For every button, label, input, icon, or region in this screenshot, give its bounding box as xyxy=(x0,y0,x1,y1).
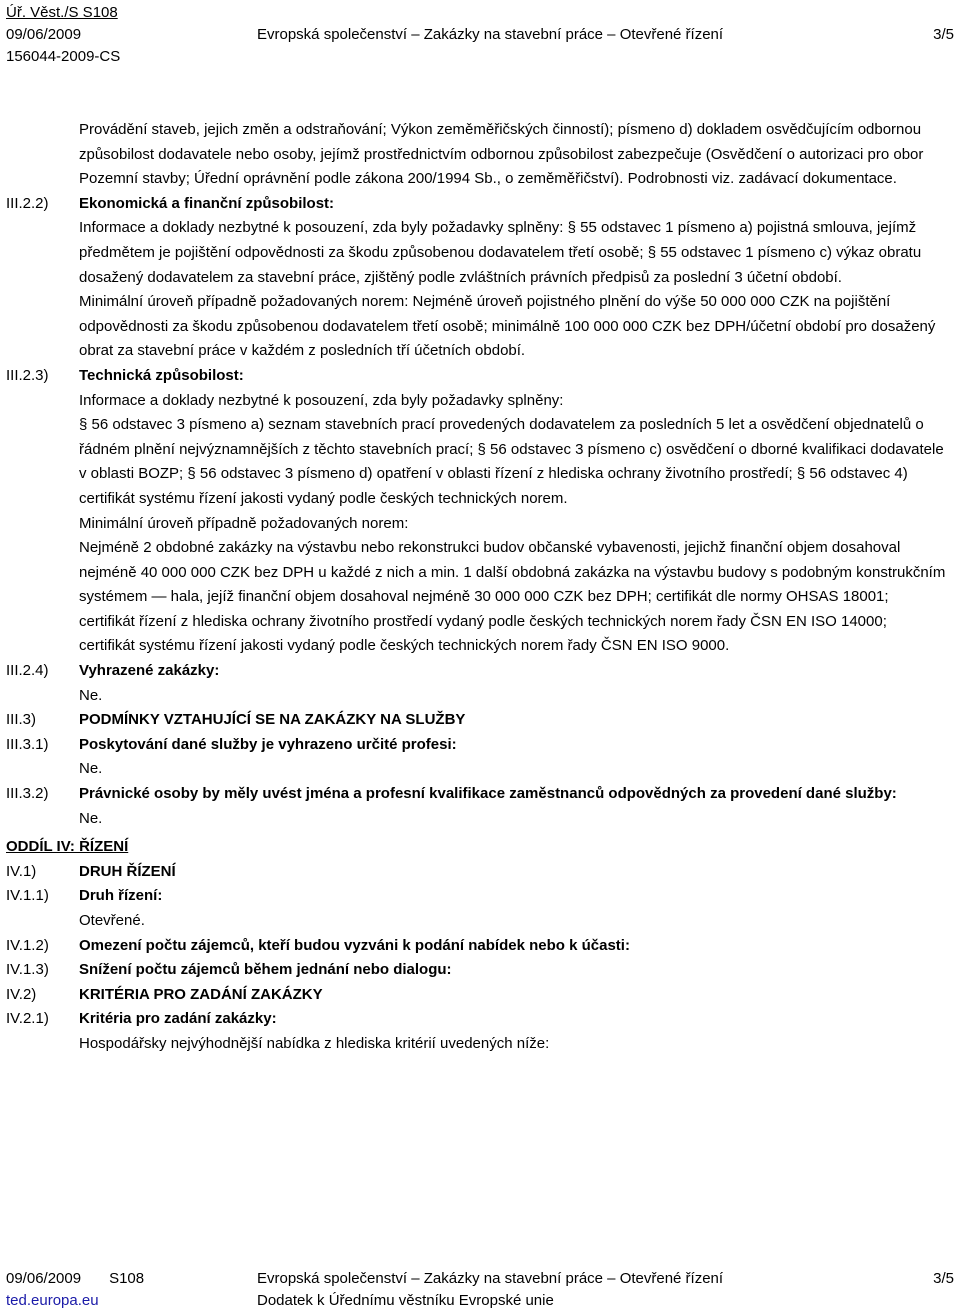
section-iv-1-2 xyxy=(6,934,946,959)
section-title: Technická způsobilost: xyxy=(79,366,244,384)
footer-date: 09/06/2009 xyxy=(6,1270,82,1287)
page-header xyxy=(6,2,954,68)
footer-title: Evropská společenství – Zakázky na stavební práce – Otevřené řízení xyxy=(257,1270,724,1287)
section-value: Ne. xyxy=(79,760,103,778)
section-number: III.2.3) xyxy=(6,366,49,384)
page-footer xyxy=(6,1268,954,1312)
section-number: IV.1.3) xyxy=(6,961,49,979)
section-value: Hospodářsky nejvýhodnější nabídka z hlediska kritérií uvedených níže: xyxy=(79,1034,550,1052)
section-text: Minimální úroveň případně požadovaných norem: Nejméně úroveň pojistného plnění do výše 50 000 000 CZK na pojištění odpovědnosti za škodu způsobenou dodavatelem třetí osobě; minimálně 100 000 000 CZK bez DPH/účetní období pro dosažený obrat za stavební práce v každém z posledních tří účetních období. xyxy=(79,293,936,360)
section-number: IV.1.2) xyxy=(6,936,49,954)
section-title: Právnické osoby by měly uvést jména a profesní kvalifikace zaměstnanců odpovědných za provedení dané služby: xyxy=(79,785,897,803)
section-text: Nejméně 2 obdobné zakázky na výstavbu nebo rekonstrukci budov občanské vybavenosti, jejichž finanční objem dosahoval nejméně 40 000 000 CZK bez DPH u každé z nich a min. 1 další obdobná zakázka na výstavbu budovy s podobným konstrukčním systémem — hala, jejíž finanční objem dosahoval nejméně 30 000 000 CZK bez DPH; certifikát dle normy OHSAS 18001; certifikát řízení z hlediska ochrany životního prostředí vydaný podle českých technických norem řady ČSN EN ISO 14000; certifikát systému řízení jakosti vydaný podle českých technických norem řady ČSN EN ISO 9000. xyxy=(79,539,946,655)
notice-body xyxy=(6,118,946,1057)
section-iv-1-1 xyxy=(6,884,946,933)
doc-ref: Úř. Věst./S S108 xyxy=(6,4,118,21)
section-text: Minimální úroveň případně požadovaných norem: xyxy=(79,514,409,532)
section-title: Ekonomická a finanční způsobilost: xyxy=(79,194,335,212)
section-title: Druh řízení: xyxy=(79,887,163,905)
section-iv-2 xyxy=(6,983,946,1008)
section-number: IV.1.1) xyxy=(6,887,49,905)
section-text: Informace a doklady nezbytné k posouzení, zda byly požadavky splněny: § 55 odstavec 1 písmeno a) pojistná smlouva, jejímž předmětem je pojištění odpovědnosti za škodu způsobenou dodavatelem třetí osobě; § 55 odstavec 1 písmeno c) výkaz obratu dosažený dodavatelem za stavební práce, zjištěný podle zvláštních právních předpisů za poslední 3 účetní období. xyxy=(79,219,922,286)
section-title: Snížení počtu zájemců během jednání nebo dialogu: xyxy=(79,961,452,979)
section-title: Vyhrazené zakázky: xyxy=(79,662,220,680)
section-iii-2-4 xyxy=(6,659,946,708)
section-iv-1 xyxy=(6,860,946,885)
section-iv-heading xyxy=(6,835,946,860)
section-title: PODMÍNKY VZTAHUJÍCÍ SE NA ZAKÁZKY NA SLUŽBY xyxy=(79,711,466,729)
section-title: Kritéria pro zadání zakázky: xyxy=(79,1010,277,1028)
section-number: III.2.4) xyxy=(6,662,49,680)
section-title: Omezení počtu zájemců, kteří budou vyzváni k podání nabídek nebo k účasti: xyxy=(79,936,630,954)
section-title: DRUH ŘÍZENÍ xyxy=(79,862,176,880)
section-heading: ODDÍL IV: ŘÍZENÍ xyxy=(6,838,129,856)
section-iii-2-3 xyxy=(6,364,946,659)
section-iii-3-2 xyxy=(6,782,946,831)
section-value: Ne. xyxy=(79,686,103,704)
section-number: IV.1) xyxy=(6,862,37,880)
header-title: Evropská společenství – Zakázky na stavební práce – Otevřené řízení xyxy=(257,26,724,43)
section-number: IV.2.1) xyxy=(6,1010,49,1028)
footer-journal: Dodatek k Úřednímu věstníku Evropské unie xyxy=(257,1292,554,1309)
footer-site-link[interactable]: ted.europa.eu xyxy=(6,1292,99,1309)
section-text: § 56 odstavec 3 písmeno a) seznam stavebních prací provedených dodavatelem za posledních 5 let a osvědčení objednatelů o řádném plnění nejvýznamnějších z těchto stavebních prací; § 56 odstavec 3 písmeno c) osvědčení o dborné kvalifikaci dodavatele v oblasti BOZP; § 56 odstavec 3 písmeno d) opatření v oblasti řízení z hlediska ochrany životního prostředí; § 56 odstavec 4) certifikát systému řízení jakosti vydaný podle českých technických norem. xyxy=(79,416,944,507)
section-number: III.3.1) xyxy=(6,735,49,753)
section-iii-3 xyxy=(6,708,946,733)
section-iii-3-1 xyxy=(6,733,946,782)
section-value: Otevřené. xyxy=(79,912,145,929)
section-number: IV.2) xyxy=(6,985,37,1003)
section-value: Ne. xyxy=(79,809,103,827)
continued-text: Provádění staveb, jejich změn a odstraňování; Výkon zeměměřičských činností); písmeno d) dokladem osvědčujícím odbornou způsobilost dodavatele nebo osoby, jejímž prostřednictvím odbornou způsobilost zabezpečuje (Osvědčení o autorizaci pro obor Pozemní stavby; Úřední oprávnění podle zákona 200/1994 Sb., o zeměměřičství). Podrobnosti viz. zadávací dokumentace. xyxy=(79,121,924,188)
header-date: 09/06/2009 xyxy=(6,26,82,43)
section-iv-2-1 xyxy=(6,1007,946,1056)
section-number: III.3.2) xyxy=(6,785,49,803)
header-page: 3/5 xyxy=(933,26,954,43)
section-continuation xyxy=(6,118,946,192)
footer-page: 3/5 xyxy=(933,1270,954,1287)
section-number: III.2.2) xyxy=(6,194,49,212)
footer-series: S108 xyxy=(109,1270,145,1287)
notice-id: 156044-2009-CS xyxy=(6,48,121,65)
section-title: KRITÉRIA PRO ZADÁNÍ ZAKÁZKY xyxy=(79,985,323,1003)
section-iv-1-3 xyxy=(6,958,946,983)
section-number: III.3) xyxy=(6,711,37,729)
section-title: Poskytování dané služby je vyhrazeno určité profesi: xyxy=(79,735,457,753)
section-text: Informace a doklady nezbytné k posouzení, zda byly požadavky splněny: xyxy=(79,391,564,409)
section-iii-2-2 xyxy=(6,192,946,364)
